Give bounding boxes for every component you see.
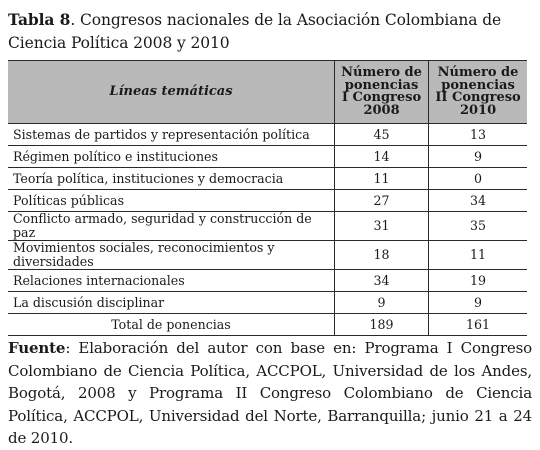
- row-2010: 34: [429, 190, 527, 212]
- row-2008: 45: [335, 124, 429, 146]
- row-2008: 14: [335, 146, 429, 168]
- row-2008: 27: [335, 190, 429, 212]
- header-2010-line: II Congreso: [435, 90, 521, 105]
- total-2010: 161: [429, 314, 527, 336]
- table-row: [8, 168, 527, 190]
- row-2008: 31: [335, 212, 429, 241]
- congress-table: [8, 60, 527, 336]
- header-2008-line: ponencias: [344, 77, 419, 93]
- row-2010: 11: [429, 241, 527, 270]
- total-2008: 189: [335, 314, 429, 336]
- header-topic: Líneas temáticas: [8, 61, 335, 124]
- row-topic: La discusión disciplinar: [8, 292, 335, 314]
- row-topic: Políticas públicas: [8, 190, 335, 212]
- row-topic: Movimientos sociales, reconocimientos y diversidades: [8, 241, 335, 270]
- row-2010: 35: [429, 212, 527, 241]
- header-2008-line: 2008: [363, 102, 400, 118]
- header-2008-line: I Congreso: [341, 90, 422, 105]
- table-row: [8, 241, 527, 270]
- header-2008: [335, 61, 429, 124]
- row-2010: 19: [429, 270, 527, 292]
- table-caption: [8, 8, 532, 55]
- table-row: [8, 292, 527, 314]
- header-2010-line: 2010: [459, 102, 497, 118]
- header-2008-line: Número de: [341, 65, 422, 80]
- table-row: [8, 190, 527, 212]
- header-2010: [429, 61, 527, 124]
- total-label: Total de ponencias: [8, 314, 335, 336]
- table-row: [8, 146, 527, 168]
- row-2008: 18: [335, 241, 429, 270]
- table-row: [8, 212, 527, 241]
- table-row: [8, 124, 527, 146]
- row-2010: 13: [429, 124, 527, 146]
- row-topic: Teoría política, instituciones y democracia: [8, 168, 335, 190]
- caption-text: . Congresos nacionales de la Asociación Colombiana de Ciencia Política 2008 y 2010: [8, 11, 502, 52]
- caption-label: Tabla 8: [8, 10, 71, 29]
- source-label: Fuente: [8, 339, 66, 357]
- row-2010: 9: [429, 146, 527, 168]
- row-2010: 0: [429, 168, 527, 190]
- row-2008: 34: [335, 270, 429, 292]
- row-2008: 11: [335, 168, 429, 190]
- header-2010-line: ponencias: [441, 77, 515, 93]
- source-text: : Elaboración del autor con base en: Programa I Congreso Colombiano de Ciencia Política, ACCPOL, Universidad de los Andes, Bogotá, 2008 y Programa II Congreso Colombiano de Ciencia Política, ACCPOL, Universidad del Norte, Barranquilla; junio 21 a 24 de 2010.: [8, 339, 532, 447]
- row-topic: Régimen político e instituciones: [8, 146, 335, 168]
- row-topic: Conflicto armado, seguridad y construcción de paz: [8, 212, 335, 241]
- table-header-row: [8, 61, 527, 124]
- row-topic: Relaciones internacionales: [8, 270, 335, 292]
- table-row: [8, 270, 527, 292]
- row-2008: 9: [335, 292, 429, 314]
- row-2010: 9: [429, 292, 527, 314]
- header-2010-line: Número de: [437, 65, 519, 80]
- table-total-row: [8, 314, 527, 336]
- source-note: [8, 337, 532, 450]
- row-topic: Sistemas de partidos y representación política: [8, 124, 335, 146]
